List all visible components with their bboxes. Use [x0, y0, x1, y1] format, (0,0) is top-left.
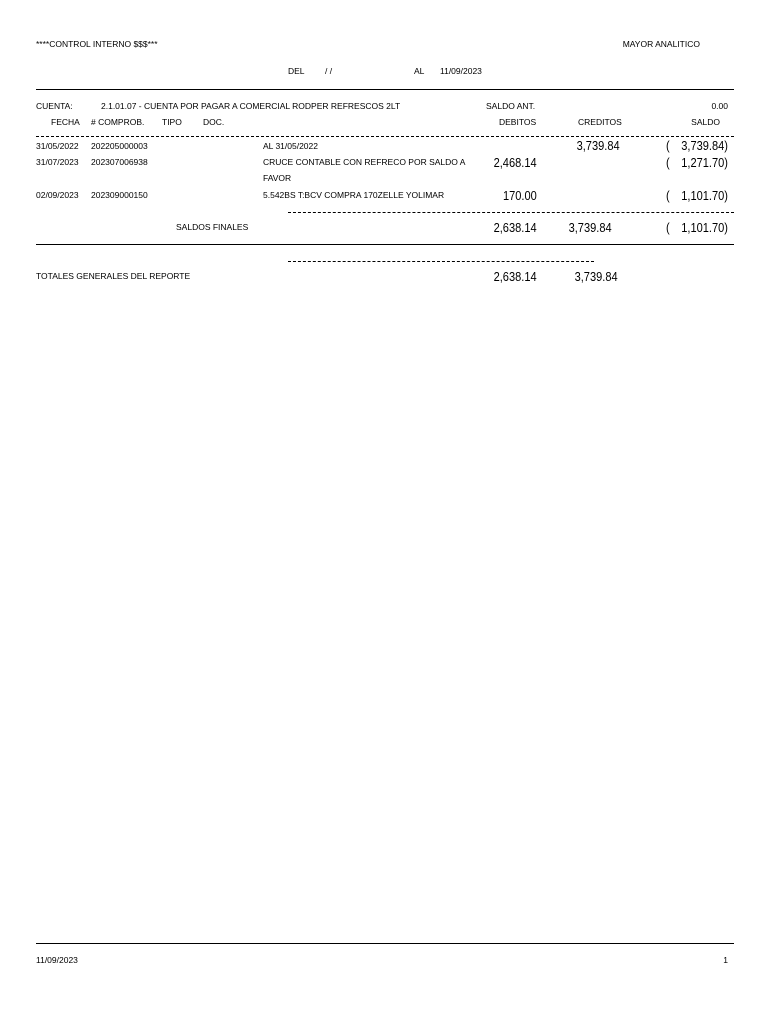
del-value: / /	[325, 66, 333, 76]
row-comprob: 202309000150	[91, 190, 148, 200]
saldo-ant-value: 0.00	[711, 101, 728, 111]
col-tipo: TIPO	[162, 117, 182, 127]
final-saldo: 1,101.70)	[681, 220, 728, 235]
totals-credito: 3,739.84	[574, 269, 618, 284]
page-number: 1	[723, 955, 728, 965]
row-desc: AL 31/05/2022	[263, 141, 318, 151]
row-saldo: 1,101.70)	[681, 188, 728, 203]
row-debito: 170.00	[503, 188, 537, 203]
col-doc: DOC.	[203, 117, 225, 127]
saldo-ant-label: SALDO ANT.	[486, 101, 536, 111]
header-rule	[36, 89, 734, 90]
row-saldo-paren: (	[666, 188, 670, 203]
row-credito: 3,739.84	[576, 138, 620, 153]
final-rule	[36, 244, 734, 245]
totals-rule-dashed	[288, 261, 594, 262]
col-saldo: SALDO	[691, 117, 720, 127]
row-desc: CRUCE CONTABLE CON REFRECO POR SALDO A	[263, 157, 466, 167]
row-saldo-paren: (	[666, 138, 670, 153]
row-debito: 2,468.14	[493, 155, 537, 170]
row-saldo-paren: (	[666, 155, 670, 170]
account-label: CUENTA:	[36, 101, 73, 111]
footer-date: 11/09/2023	[36, 955, 78, 965]
row-saldo: 3,739.84)	[681, 138, 728, 153]
row-fecha: 31/07/2023	[36, 157, 79, 167]
report-title: ****CONTROL INTERNO $$$***	[36, 39, 158, 49]
row-desc: 5.542BS T:BCV COMPRA 170ZELLE YOLIMAR	[263, 190, 445, 200]
footer-rule	[36, 943, 734, 944]
row-comprob: 202307006938	[91, 157, 148, 167]
final-credito: 3,739.84	[568, 220, 612, 235]
row-desc-cont: FAVOR	[263, 173, 292, 183]
final-rule-dashed	[288, 212, 734, 213]
del-label: DEL	[288, 66, 305, 76]
account-name: 2.1.01.07 - CUENTA POR PAGAR A COMERCIAL RODPER REFRESCOS 2LT	[101, 101, 401, 111]
report-type: MAYOR ANALITICO	[622, 39, 700, 49]
final-saldo-paren: (	[666, 220, 670, 235]
col-creditos: CREDITOS	[578, 117, 622, 127]
al-value: 11/09/2023	[440, 66, 482, 76]
row-fecha: 02/09/2023	[36, 190, 79, 200]
final-label: SALDOS FINALES	[176, 222, 249, 232]
col-fecha: FECHA	[51, 117, 80, 127]
row-comprob: 202205000003	[91, 141, 148, 151]
col-debitos: DEBITOS	[499, 117, 537, 127]
col-comprob: # COMPROB.	[91, 117, 145, 127]
totals-debito: 2,638.14	[493, 269, 537, 284]
row-fecha: 31/05/2022	[36, 141, 79, 151]
al-label: AL	[414, 66, 425, 76]
totals-label: TOTALES GENERALES DEL REPORTE	[36, 271, 191, 281]
columns-rule	[36, 136, 734, 137]
row-saldo: 1,271.70)	[681, 155, 728, 170]
final-debito: 2,638.14	[493, 220, 537, 235]
